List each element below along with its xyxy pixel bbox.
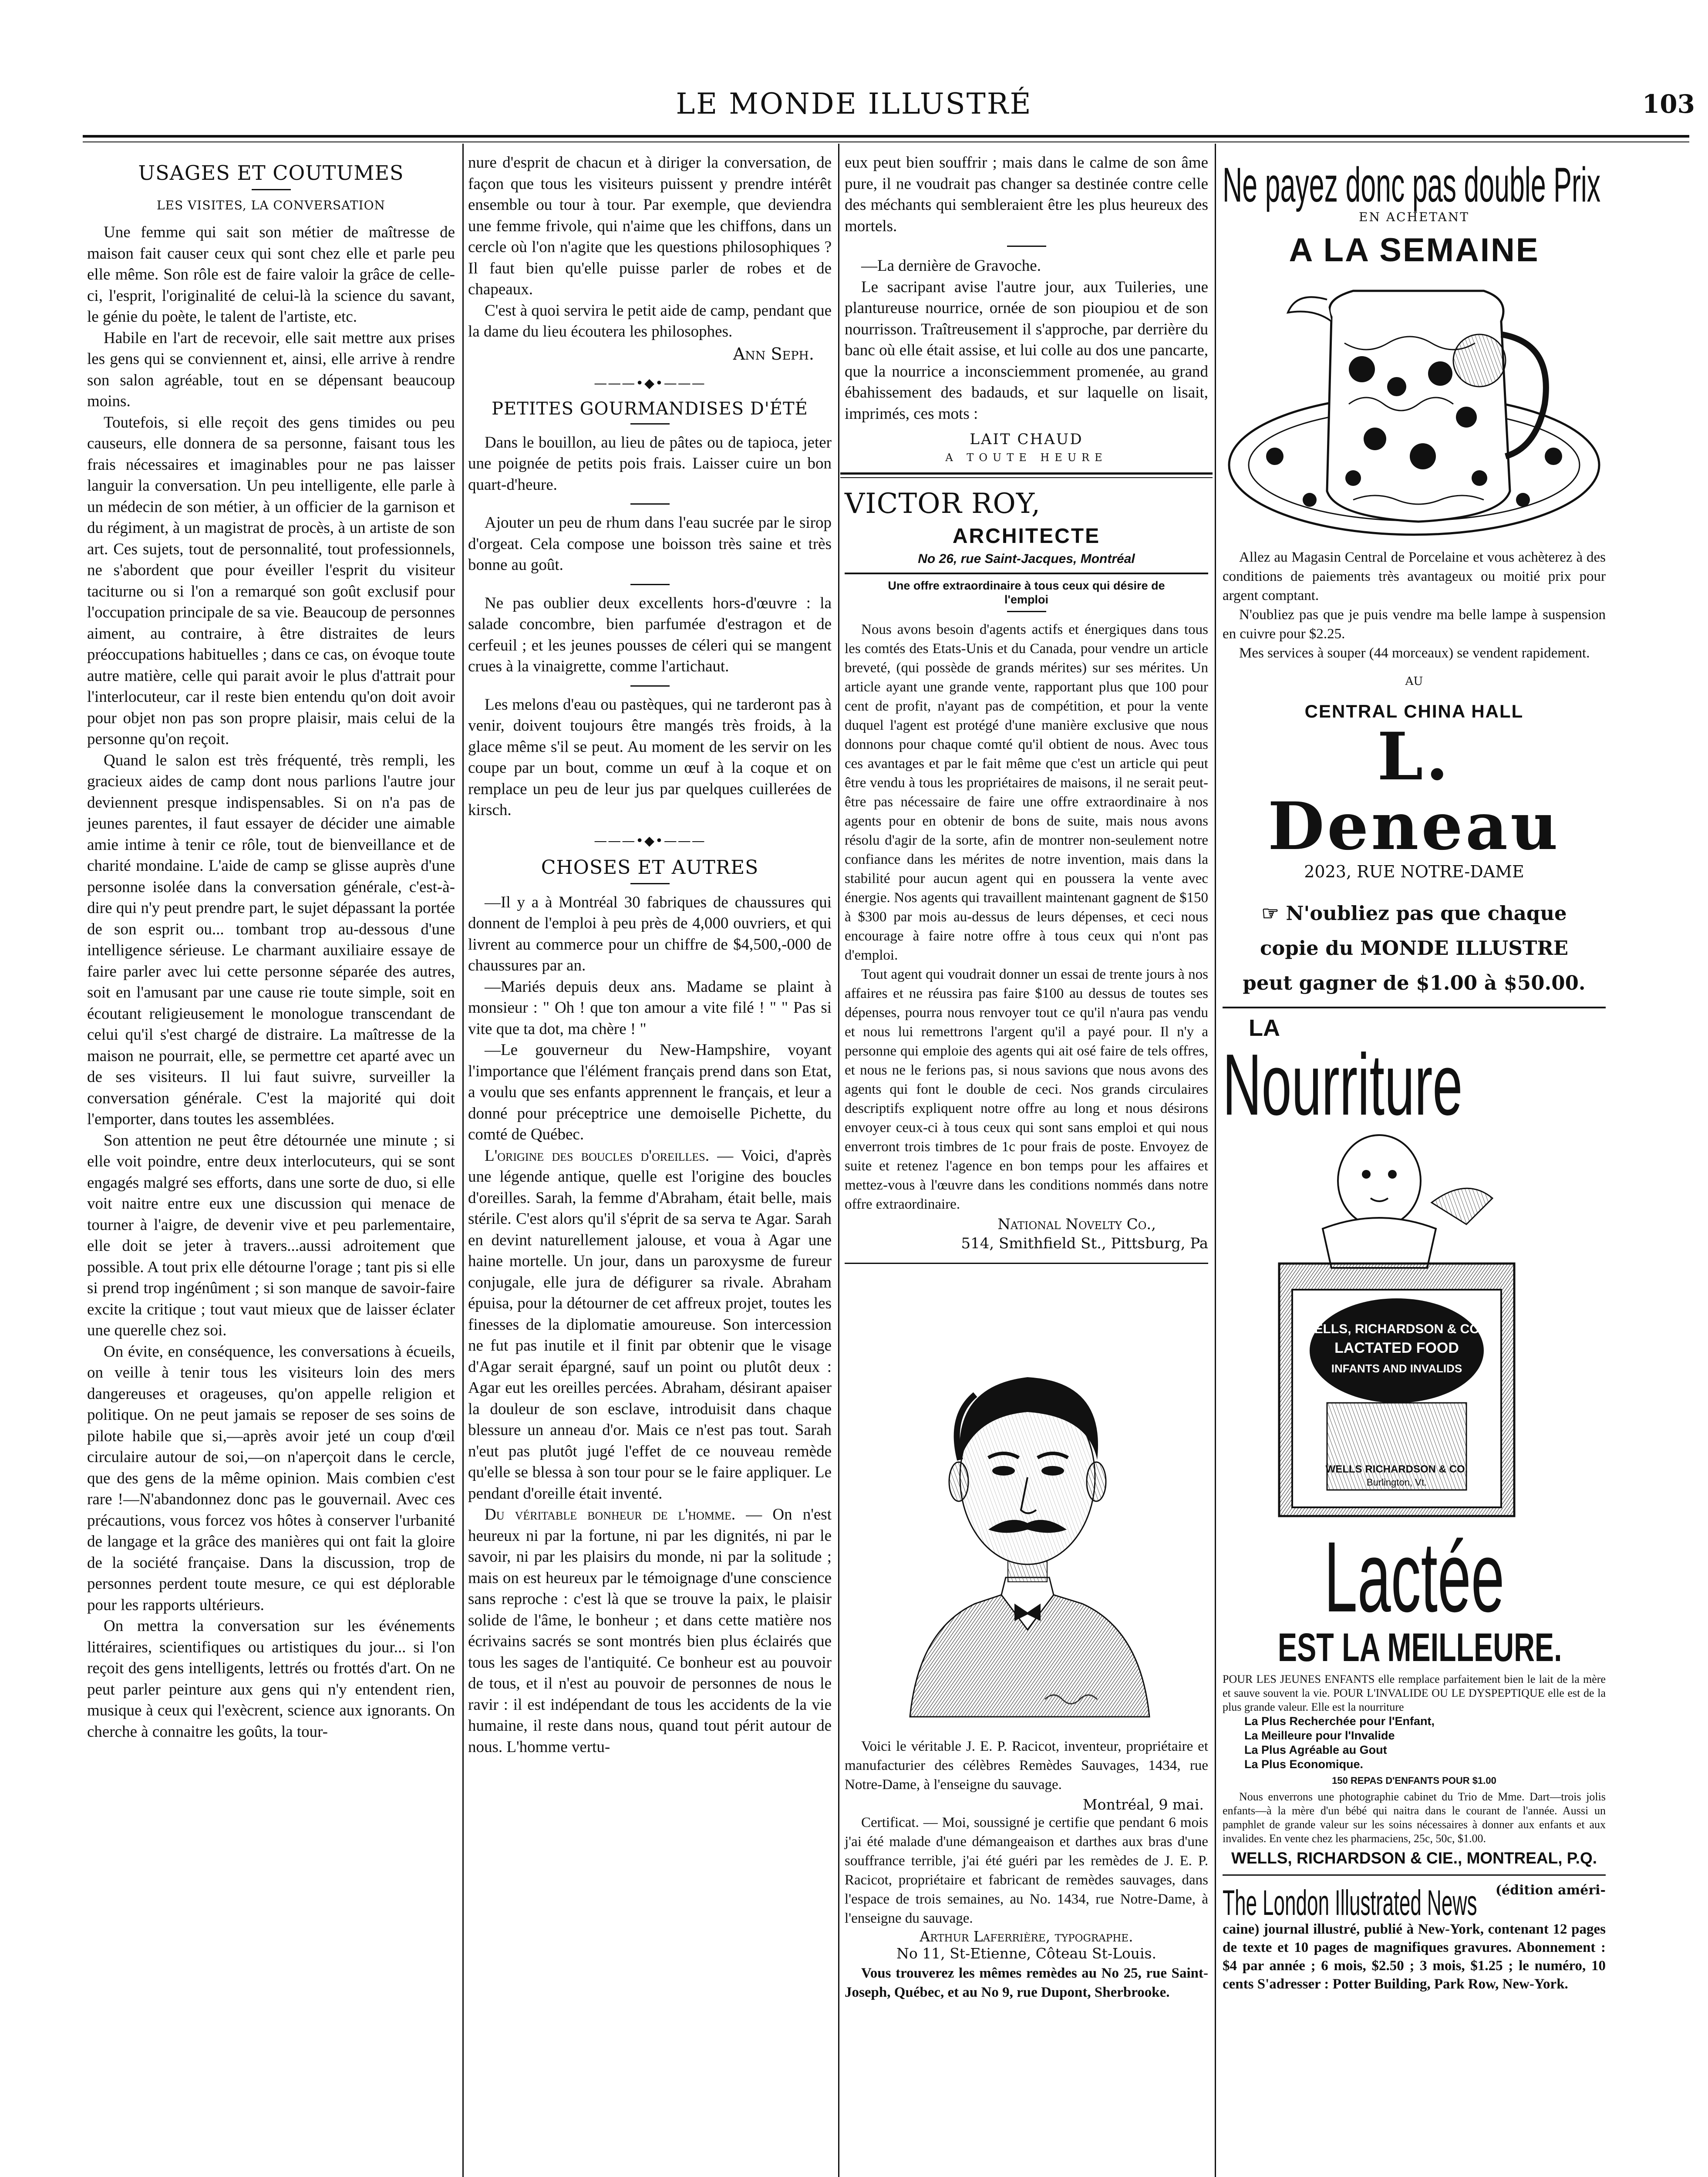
- masthead-title: LE MONDE ILLUSTRÉ: [676, 87, 1032, 121]
- heading-rule: [630, 423, 670, 425]
- column-4: [1223, 157, 1606, 1993]
- gravoche-title: —La dernière de Gravoche.: [861, 257, 1041, 275]
- column-2: [468, 152, 832, 1758]
- ad3-tin-line1: LACTATED FOOD: [1334, 1340, 1459, 1356]
- offer-signature-2: 514, Smithfield St., Pittsburg, Pa: [961, 1235, 1208, 1252]
- usages-heading: USAGES ET COUTUMES: [138, 161, 404, 185]
- portrait-svg: [845, 1273, 1208, 1734]
- portrait-engraving: [845, 1273, 1208, 1734]
- ad3-tin-line2: INFANTS AND INVALIDS: [1331, 1362, 1462, 1375]
- column-divider-3: [1215, 144, 1216, 2177]
- masthead-rule-top: [83, 135, 1689, 138]
- bonheur-paragraph: [468, 1504, 832, 1758]
- gravoche-text: Le sacripant avise l'autre jour, aux Tuileries, une plantureuse nourrice, ornée de son pioupiou et de son nourrisson. Traîtreusement il s'approche, par derrière du banc où elle était assise, et lui colle au dos une pancarte, que la nourrice a inconsciemment promenée, au grand ébahissement des badauds, et sur laquelle on lisait, imprimés, ces mots :: [845, 278, 1208, 423]
- offer-paragraph: Nous avons besoin d'agents actifs et énergiques dans tous les comtés des Etats-Unis et du Canada, pour vendre un article breveté, (qui possède de grands mérites) sur ses mérites. Un article ayant une grande vente, rapportant plus que 100 pour cent de profit, n'ayant pas de compétition, et pour la vente duquel l'agent est protégé d'une manière exclusive que nous donnons pour chaque comté qu'il obtient de nous. Avec tous ces avantages et par le fait même que c'est un article qui peut être vendu à tous les propriétaires de maisons, il ne serait peut-être pas nécessaire de faire une offre extraordinaire à nos agents pour en obtenir de bons de suite, mais nous avons résolu d'agir de la sorte, afin de montrer non-seulement notre confiance dans les mérites de notre invention, mais dans la stabilité pour aucun agent qui en poussera la vente avec énergie. Nos agents qui travaillent maintenant gagnent de $150 à $300 par mois au-dessus de leurs dépenses, et ceci nous encourage à faire notre offre à tous ceux qui n'ont pas d'emploi.: [845, 622, 1208, 963]
- ad3-list-item: La Plus Agréable au Gout: [1244, 1743, 1387, 1756]
- ad1-text: Allez au Magasin Central de Porcelaine et vous achèterez à des conditions de paiements très avantageux ou moitié prix pour argent comptant.: [1223, 549, 1606, 603]
- choses-heading: CHOSES ET AUTRES: [541, 856, 759, 879]
- ad3-list-item: La Meilleure pour l'Invalide: [1244, 1729, 1395, 1742]
- ad-title: ARCHITECTE: [952, 525, 1101, 548]
- placard-line-1: LAIT CHAUD: [970, 431, 1083, 448]
- choses-item: —Il y a à Montréal 30 fabriques de chaussures qui donnent de l'emploi à peu près de 4,000 ouvriers, et qui livrent au commerce pour un chiffre de $4,500,-000 de chaussures par an.: [468, 893, 832, 974]
- recipe-rule: [630, 685, 670, 687]
- column-divider-2: [838, 144, 839, 2177]
- origine-text: Voici, d'après une légende antique, quelle est l'origine des boucles d'oreilles. Sarah, la femme d'Abraham, était belle, mais stérile. C'est alors qu'il s'éprit de sa serva te Agar. Sarah en devint naturellement jalouse, et voua à Agar une haine mortelle. Un jour, dans un paroxysme de fureur conjugale, elle jura de défigurer sa rivale. Abraham épuisa, pour la détourner de cet affreux projet, toutes les finesses de la diplomatie amoureuse. Son intercession ne fut pas inutile et il finit par obtenir que le visage d'Agar serait épargné, sauf un point ou plutôt deux : Agar eut les oreilles percées. Abraham, désirant apaiser la douleur de son esclave, introduisit dans chaque blessure un anneau d'or. Mais ce n'est pas tout. Sarah n'eut pas plutôt jugé l'effet de ce nouveau remède qu'elle se blessa à son tour pour se le faire appliquer. Le pendant d'oreille était inventé.: [468, 1146, 832, 1503]
- ad-address: No 26, rue Saint-Jacques, Montréal: [918, 552, 1135, 566]
- choses-item: —Mariés depuis deux ans. Madame se plaint à monsieur : " Oh ! que ton amour a vite filé ! " " Pas si vite que ta dot, ma chère ! ": [468, 977, 832, 1038]
- recipe-paragraph: Ajouter un peu de rhum dans l'eau sucrée par le sirop d'orgeat. Cela compose une boisson très saine et très bonne au goût.: [468, 514, 832, 574]
- usages-continuation: C'est à quoi servira le petit aide de camp, pendant que la dame du lieu écoutera les philosophes.: [468, 301, 832, 340]
- offer-title: Une offre extraordinaire à tous ceux qui désire de l'emploi: [888, 579, 1165, 606]
- usages-subheading: LES VISITES, LA CONVERSATION: [156, 198, 386, 212]
- usages-paragraph: Son attention ne peut être détournée une minute ; si elle voit poindre, entre deux interlocuteurs, qui se sont engagés malgré ses efforts, dans une sorte de duo, si elle voit naitre entre eux une discussion qui menace de tourner à l'aigre, de devenir vive et peu parlementaire, elle doit se jeter à travers...aussi adroitement que possible. A tout prix elle détourne l'orage ; tant pis si elle si prend trop ingénûment ; si son manque de savoir-faire excite la critique ; tout vaut mieux que de laisser éclater une querelle chez soi.: [87, 1131, 455, 1339]
- item-rule: [1007, 246, 1046, 247]
- section-rule: [845, 573, 1208, 574]
- heading-rule: [252, 189, 291, 190]
- ad3-tin-maker: WELLS RICHARDSON & CO.: [1325, 1463, 1468, 1475]
- ad3-tin-place: Burlington, Vt.: [1366, 1477, 1427, 1488]
- usages-paragraph: Habile en l'art de recevoir, elle sait mettre aux prises les gens qui se conviennent et, ainsi, elle arrive à rendre son salon agréable, tout en se dépensant beaucoup moins.: [87, 329, 455, 410]
- ad4-title: The London Illustrated News: [1223, 1883, 1477, 1923]
- usages-paragraph: Une femme qui sait son métier de maîtresse de maison fait causer ceux qui sont chez elle et parle peu elle même. Son rôle est de faire valoir la grâce de celle-ci, l'esprit, l'originalité de celui-là la science du savant, le génie du poète, le talent de l'artiste, etc.: [87, 223, 455, 326]
- ad3-la: LA: [1249, 1015, 1280, 1041]
- ad2-line-3: peut gagner de $1.00 à $50.00.: [1243, 971, 1586, 994]
- ad2-line-2: copie du MONDE ILLUSTRE: [1260, 937, 1569, 960]
- ad3-title: Nourriture: [1223, 1036, 1463, 1133]
- placard-line-2: A TOUTE HEURE: [945, 452, 1108, 464]
- ad3-list-item: La Plus Recherchée pour l'Enfant,: [1244, 1715, 1435, 1728]
- pitcher-illustration: [1223, 273, 1606, 543]
- ad1-store: CENTRAL CHINA HALL: [1304, 701, 1524, 721]
- section-separator: ———•◆•———: [594, 833, 706, 849]
- ad1-headline: Ne payez donc pas double Prix: [1223, 158, 1601, 212]
- ad3-text: Nous enverrons une photographie cabinet du Trio de Mme. Dart—trois jolis enfants—à la mère d'un bébé qui naitra dans le courant de l'année. Aussi un pamphlet de grande valeur sur les soins nécessaires à donner aux enfants et aux invalides. En vente chez les pharmaciens, 25c, 50c, $1.00.: [1223, 1790, 1606, 1845]
- column-divider-1: [462, 144, 464, 2177]
- ad3-lactee: Lactée: [1324, 1521, 1505, 1633]
- section-separator: ———•◆•———: [594, 375, 706, 391]
- usages-paragraph: On évite, en conséquence, les conversations à écueils, on veille à tenir tous les visiteurs loin des mers dangereuses et orageuses, qu'on appelle religion et politique. On ne peut jamais se reposer de ses soins de pilote habile que si,—après avoir jeté un coup d'œil circulaire autour de soi,—on n'aperçoit dans le cercle, que des gens de la même opinion. Mais combien c'est rare !—N'abandonnez donc pas le gouvernail. Avec ces précautions, vous forcez vos hôtes à conserver l'urbanité de langage et la grâce des manières qui ont fait la gloire de la société française. Dans la discussion, trop de personnes perdent toute mesure, ce qui est déplorable pour les rapports ultérieurs.: [87, 1342, 455, 1614]
- ad3-list-item: La Plus Economique.: [1244, 1758, 1364, 1771]
- origine-paragraph: [468, 1146, 832, 1505]
- ad3-company: WELLS, RICHARDSON & CIE., MONTREAL, P.Q.: [1231, 1849, 1597, 1867]
- article-signature: Ann Seph.: [733, 344, 814, 364]
- section-rule: [1223, 1007, 1606, 1008]
- section-rule: [1223, 1874, 1606, 1876]
- usages-paragraph: Toutefois, si elle reçoit des gens timides ou peu causeurs, elle donnera de sa personne, faisant tous les frais nécessaires et imaginables pour ne pas laisser languir la conversation. Un peu intelligente, elle parle à un médecin de son métier, à un officier de la garnison et du régiment, à un magistrat de procès, à un artiste de son art. Ces sujets, tout de personnalité, tout professionnels, ne s'abordent que pour éveiller l'esprit du visiteur taciturne ou si l'on a remarqué son goût exclusif pour l'occupation principale de sa vie. Beaucoup de personnes aiment, au contraire, à être distraites de leurs préoccupations habituelles ; dans ce cas, on évoque toute autre matière, celle qui parait avoir le plus d'attrait pour l'interlocuteur, car il reste bien entendu qu'on doit avoir pour objet non pas son propre plaisir, mais celui de la personne qu'on reçoit.: [87, 413, 455, 748]
- usages-paragraph: On mettra la conversation sur les événements littéraires, scientifiques ou artistiques du jour... si l'on reçoit des gens intelligents, lettrés ou frottés d'art. On ne peut parler peinture aux gens qui n'y entendent rien, musique à ceux qui l'exècrent, science aux ignorants. On cherche à connaitre les goûts, la tour-: [87, 1617, 455, 1741]
- section-rule: [840, 477, 1213, 478]
- section-rule: [845, 1263, 1208, 1264]
- recipe-paragraph: Ne pas oublier deux excellents hors-d'œuvre : la salade concombre, bien parfumée d'estragon et de cerfeuil ; et les jeunes pousses de céleri qui se mangent crues à la vinaigrette, comme l'artichaut.: [468, 594, 832, 675]
- certificat-signature-2: No 11, St-Etienne, Côteau St-Louis.: [896, 1945, 1157, 1962]
- heading-rule: [1007, 611, 1046, 612]
- certificat-signature-1: Arthur Laferrière, typographe.: [920, 1928, 1133, 1945]
- ad3-tin-brand: WELLS, RICHARDSON & CO'S: [1302, 1322, 1492, 1336]
- ad4-edition: (édition améri-: [1495, 1883, 1606, 1898]
- monde-illustre-ad: [1223, 896, 1606, 1001]
- choses-item: —Le gouverneur du New-Hampshire, voyant l'importance que l'élément français prend dans son Etat, a voulu que ses enfants apprennent le français, et leur a donné pour préceptrice une demoiselle Pichette, du comté de Québec.: [468, 1041, 832, 1143]
- victor-roy-ad: [845, 488, 1208, 566]
- baby-tin-illustration: [1223, 1124, 1606, 1525]
- london-news-ad: [1223, 1883, 1606, 1993]
- heading-rule: [630, 883, 670, 884]
- nourriture-lactee-ad: [1223, 1014, 1606, 1867]
- usages-paragraph: Quand le salon est très fréquenté, très rempli, les gracieux aides de camp dont nous parlions l'autre jour deviennent presque indispensables. Si on n'a pas de jeunes parentes, il faut essayer de décider une aimable amie intime à tenir ce rôle, tout de bienveillance et de charité mondaine. L'aide de camp se glisse auprès d'une personne isolée dans la conversation générale, c'est-à-dire qui n'y peut prendre part, le sujet dépassant la portée de son esprit ou... tombant trop au-dessous d'une intelligence sérieuse. Le charmant auxiliaire essaye de faire parler avec lui cette personne séparée des autres, soit en l'amusant par une cause rie toute simple, soit en écoutant religieusement le monologue transcendant de celui qu'il s'est chargé de distraire. La maîtresse de la maison ne pourrait, elle, se permettre cet aparté avec un de ses visiteurs. Il lui faut suivre, surveiller la conversation générale. C'est la majorité qui doit l'emporter, dans toutes les assemblées.: [87, 751, 455, 1128]
- ad3-text: POUR LES JEUNES ENFANTS elle remplace parfaitement bien le lait de la mère et sauve souvent la vie. POUR L'INVALIDE OU LE DYSPEPTIQUE elle est de la plus grande valeur. Elle est la nourriture: [1223, 1673, 1606, 1713]
- portrait-caption: Voici le véritable J. E. P. Racicot, inventeur, propriétaire et manufacturier des célèbres Remèdes Sauvages, 1434, rue Notre-Dame, à l'enseigne du sauvage.: [845, 1739, 1208, 1793]
- certificat-text: Certificat. — Moi, soussigné je certifie que pendant 6 mois j'ai été malade d'une démangeaison et darthes aux bras d'une souffrance terrible, j'ai été guéri par les remèdes de J. E. P. Racicot, propriétaire et fabricant de remèdes sauvages, dans l'espace de trois semaines, au No. 1434, rue Notre-Dame, à l'enseigne du sauvage.: [845, 1815, 1208, 1926]
- ad-name: VICTOR ROY,: [845, 488, 1041, 520]
- portrait-date: Montréal, 9 mai.: [1082, 1796, 1204, 1813]
- ad1-sub: EN ACHETANT: [1359, 210, 1469, 224]
- deneau-ad: [1223, 157, 1606, 881]
- ad4-text: caine) journal illustré, publié à New-York, contenant 12 pages de texte et 10 pages de magnifiques gravures. Abonnement : $4 par année ; 6 mois, $2.50 ; 3 mois, $1.25 ; le numéro, 10 cents S'adresser : Potter Building, Park Row, New-York.: [1223, 1921, 1606, 1992]
- section-rule: [840, 472, 1213, 475]
- ad1-au: AU: [1405, 675, 1423, 688]
- recipe-paragraph: Dans le bouillon, au lieu de pâtes ou de tapioca, jeter une poignée de petits pois frais. Laisser cuire un bon quart-d'heure.: [468, 433, 832, 494]
- origine-title: L'origine des boucles d'oreilles. —: [485, 1146, 734, 1165]
- ad3-best: EST LA MEILLEURE.: [1277, 1625, 1562, 1670]
- recipe-paragraph: Les melons d'eau ou pastèques, qui ne tarderont pas à venir, doivent toujours être mangés très froids, à la glace même s'il se peut. Au moment de les servir on les coupe par un bout, comme un œuf à la coque et on remplace un peu de leur jus par quelques cuillerées de kirsch.: [468, 695, 832, 819]
- bonheur-text: On n'est heureux ni par la fortune, ni par les dignités, ni par le savoir, ni par les plaisirs du monde, ni par la solitude ; mais on est heureux par le témoignage d'une conscience sans reproche : c'est là que se trouve la paix, le plaisir solide de l'âme, le bonheur ; et dans cette matière nos écrivains sacrés se sont montrés bien plus éclairés que tous les sages de l'antiquité. Ce bonheur est au pouvoir de tous, et il n'est au pouvoir de personnes de nous le ravir : il est indépendant de tous les accidents de la vie humaine, il reste dans nous, quand tout périt autour de nous. L'homme vertu-: [468, 1506, 832, 1756]
- column-3: [845, 152, 1208, 2002]
- ad1-text: Mes services à souper (44 morceaux) se vendent rapidement.: [1239, 645, 1590, 661]
- closing-text: Vous trouverez les mêmes remèdes au No 25, rue Saint-Joseph, Québec, et au No 9, rue Dupont, Sherbrooke.: [845, 1965, 1208, 2000]
- gourmandises-heading: PETITES GOURMANDISES D'ÉTÉ: [492, 398, 808, 419]
- ad1-name: L. Deneau: [1267, 718, 1561, 865]
- ad3-meals: 150 REPAS D'ENFANTS POUR $1.00: [1332, 1775, 1496, 1786]
- pointing-hand-icon: ☞: [1261, 902, 1286, 925]
- offer-paragraph: Tout agent qui voudrait donner un essai de trente jours à nos affaires et ne réussira pas faire $100 au dessus de toutes ses dépenses, pourra nous renvoyer tout ce qu'il n'aura pas vendu et nous lui remettrons l'argent qu'il a payé pour. Il n'y a personne qui emploie des agents qui ait osé faire de tels offres, et nous ne le ferions pas, si nous savions que nous avons des agents qui font le double de ceci. Nos grands circulaires descriptifs expliquent notre offre au long et nous désirons envoyer ceux-ci à tous ceux qui sont sans emploi et qui nous enverront trois timbres de 1c pour frais de poste. Envoyez de suite et retenez l'agence en bon temps pour les affaires et mettez-vous à l'œuvre dans les conditions nommés dans notre offre extraordinaire.: [845, 967, 1208, 1212]
- page-number: 103: [1642, 89, 1695, 119]
- column-1: [87, 161, 455, 1742]
- bonheur-title: Du véritable bonheur de l'homme. —: [485, 1506, 762, 1523]
- usages-continuation: nure d'esprit de chacun et à diriger la conversation, de façon que tous les visiteurs puissent y prendre intérêt ensemble ou tour à tour. Par exemple, que deviendra une femme frivole, qui n'aime que les chiffons, dans un cercle où l'on n'agite que les questions philosophiques ? Il faut bien qu'elle puisse parler de robes et de chapeaux.: [468, 154, 832, 298]
- offer-signature-1: National Novelty Co.,: [997, 1216, 1156, 1233]
- ad1-text: N'oubliez pas que je puis vendre ma belle lampe à suspension en cuivre pour $2.25.: [1223, 607, 1606, 642]
- bonheur-continuation: eux peut bien souffrir ; mais dans le calme de son âme pure, il ne voudrait pas changer sa destinée contre celle des méchants qui sembleraient être les plus heureux des mortels.: [845, 154, 1208, 235]
- ad2-line-1: ☞ N'oubliez pas que chaque: [1261, 902, 1567, 925]
- recipe-rule: [630, 584, 670, 585]
- recipe-rule: [630, 503, 670, 505]
- ad4-header: [1223, 1883, 1606, 1923]
- ad1-address: 2023, RUE NOTRE-DAME: [1304, 862, 1524, 881]
- ad1-big: A LA SEMAINE: [1289, 232, 1540, 269]
